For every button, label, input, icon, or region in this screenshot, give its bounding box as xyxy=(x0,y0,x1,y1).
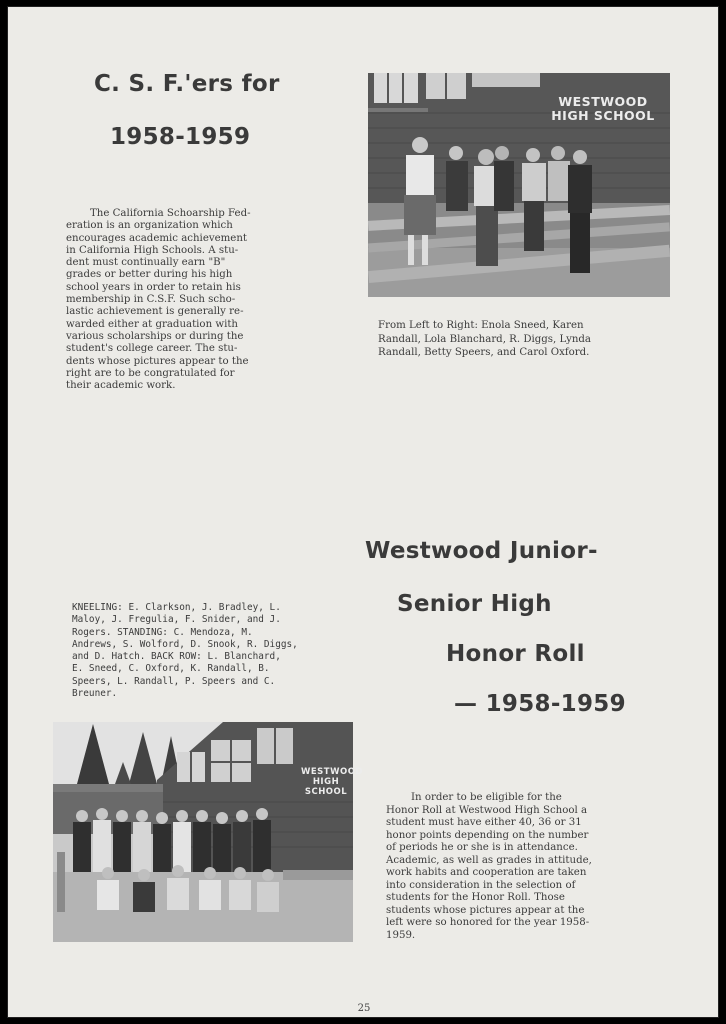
text-line: eration is an organization which xyxy=(66,220,233,232)
text-line: right are to be congratulated for xyxy=(66,367,235,379)
text-line: their academic work. xyxy=(66,380,176,392)
text-line: Maloy, J. Fregulia, F. Snider, and J. xyxy=(72,614,281,626)
text-line: and D. Hatch. BACK ROW: L. Blanchard, xyxy=(72,651,281,663)
text-line: Speers, L. Randall, P. Speers and C. xyxy=(72,675,276,687)
text-line: Rogers. STANDING: C. Mendoza, M. xyxy=(72,626,253,638)
text-line: students for the Honor Roll. Those xyxy=(386,892,565,903)
honor-roll-title-line-4: — 1958-1959 xyxy=(454,691,626,717)
text-line: in California High Schools. A stu- xyxy=(66,244,239,256)
text-line: In order to be eligible for the xyxy=(411,792,562,803)
text-line: Andrews, S. Wolford, D. Snook, R. Diggs, xyxy=(72,638,298,650)
text-line: lastic achievement is generally re- xyxy=(66,306,244,318)
text-line: The California Schoarship Fed- xyxy=(90,208,251,219)
csf-title-line-2: 1958-1959 xyxy=(110,124,251,150)
text-line: E. Sneed, C. Oxford, K. Randall, B. xyxy=(72,663,270,675)
text-line: student must have either 40, 36 or 31 xyxy=(386,817,582,828)
text-line: into consideration in the selection of xyxy=(386,879,576,891)
text-line: left were so honored for the year 1958- xyxy=(386,917,590,928)
honor-roll-description xyxy=(386,792,666,942)
honor-roll-photo-caption xyxy=(72,602,298,700)
text-line: student's college career. The stu- xyxy=(66,343,238,355)
text-line: Honor Roll at Westwood High School a xyxy=(386,804,588,816)
text-line: various scholarships or during the xyxy=(66,330,244,342)
csf-group-photo xyxy=(368,73,670,297)
csf-description xyxy=(66,208,316,392)
text-line: From Left to Right: Enola Sneed, Karen xyxy=(378,320,584,331)
text-line: Randall, Betty Speers, and Carol Oxford. xyxy=(378,347,590,358)
honor-roll-group-photo xyxy=(53,722,363,942)
csf-photo-caption xyxy=(378,319,678,360)
honor-roll-title-line-3: Honor Roll xyxy=(446,641,585,667)
csf-title-line-1: C. S. F.'ers for xyxy=(94,71,280,97)
text-line: KNEELING: E. Clarkson, J. Bradley, L. xyxy=(72,602,281,613)
honor-roll-title-line-2: Senior High xyxy=(397,591,552,617)
text-line: students whose pictures appear at the xyxy=(386,904,585,916)
page-number: 25 xyxy=(357,1003,371,1014)
text-line: of periods he or she is in attendance. xyxy=(386,842,578,853)
text-line: Randall, Lola Blanchard, R. Diggs, Lynda xyxy=(378,333,592,345)
text-line: encourages academic achievement xyxy=(66,232,247,244)
text-line: 1959. xyxy=(386,929,416,941)
text-line: dent must continually earn "B" xyxy=(66,257,226,269)
text-line: grades or better during his high xyxy=(66,269,233,281)
text-line: work habits and cooperation are taken xyxy=(386,867,587,878)
text-line: membership in C.S.F. Such scho- xyxy=(66,294,236,306)
school-sign: WESTWOOD HIGH SCHOOL xyxy=(301,767,363,797)
yearbook-page xyxy=(7,6,719,1018)
text-line: dents whose pictures appear to the xyxy=(66,355,249,367)
school-sign: WESTWOOD HIGH SCHOOL xyxy=(551,94,655,124)
honor-roll-title-line-1: Westwood Junior- xyxy=(365,538,598,564)
text-line: school years in order to retain his xyxy=(66,281,241,293)
text-line: honor points depending on the number xyxy=(386,829,589,841)
text-line: warded either at graduation with xyxy=(66,318,238,330)
text-line: Academic, as well as grades in attitude, xyxy=(386,854,592,866)
text-line: Breuner. xyxy=(72,688,118,700)
